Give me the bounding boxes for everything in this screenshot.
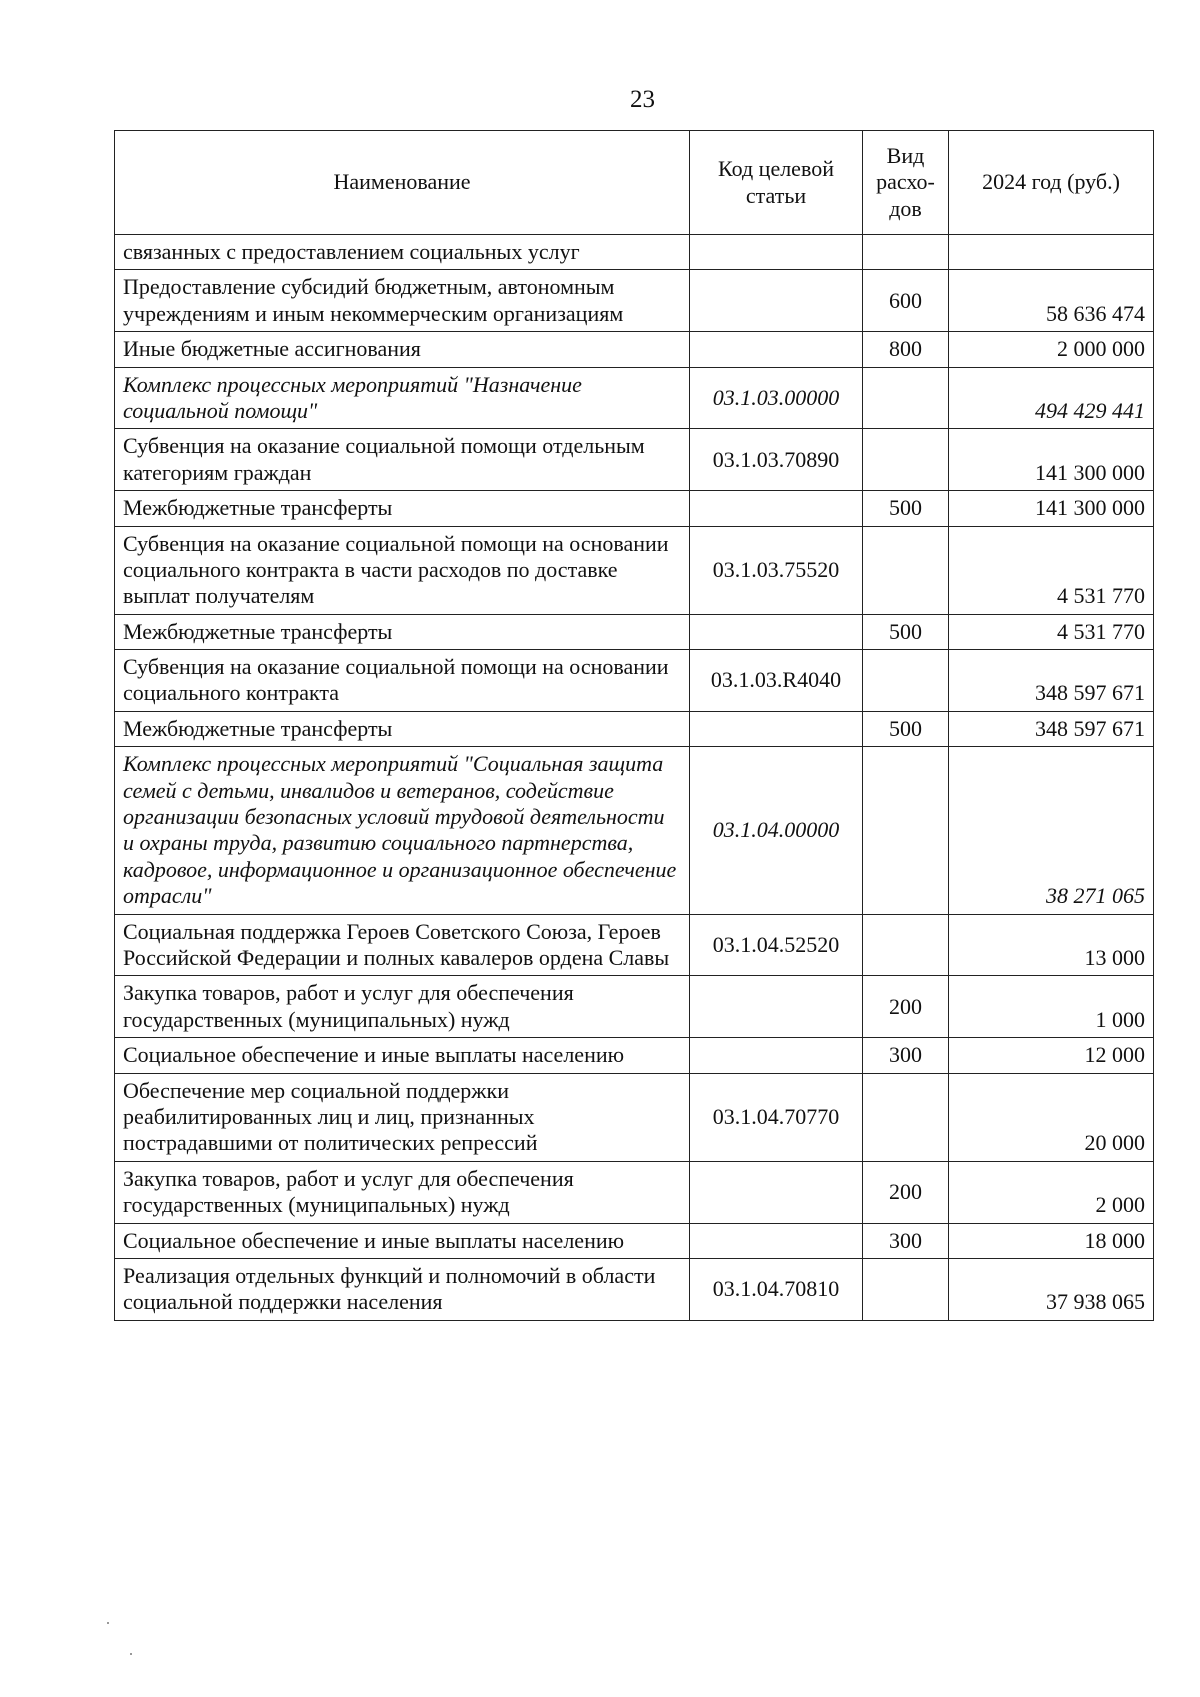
cell-name: Субвенция на оказание социальной помощи отдельным категориям граждан — [115, 429, 690, 491]
cell-amount: 1 000 — [949, 976, 1154, 1038]
table-row — [115, 1161, 1154, 1223]
cell-name: Межбюджетные трансферты — [115, 614, 690, 649]
cell-vid: 500 — [863, 614, 949, 649]
cell-name: Предоставление субсидий бюджетным, автономным учреждениям и иным некоммерческим организациям — [115, 270, 690, 332]
cell-amount: 2 000 — [949, 1161, 1154, 1223]
cell-name: Социальное обеспечение и иные выплаты населению — [115, 1223, 690, 1258]
cell-amount: 2 000 000 — [949, 332, 1154, 367]
cell-vid: 600 — [863, 270, 949, 332]
table-row — [115, 976, 1154, 1038]
cell-vid — [863, 1258, 949, 1320]
cell-vid — [863, 526, 949, 614]
table-row — [115, 526, 1154, 614]
table-row — [115, 747, 1154, 914]
cell-vid — [863, 914, 949, 976]
table-row — [115, 1073, 1154, 1161]
cell-vid: 800 — [863, 332, 949, 367]
cell-amount: 141 300 000 — [949, 491, 1154, 526]
cell-name: Реализация отдельных функций и полномочий в области социальной поддержки населения — [115, 1258, 690, 1320]
page-number: 23 — [630, 86, 655, 113]
table-row — [115, 332, 1154, 367]
cell-amount: 4 531 770 — [949, 614, 1154, 649]
header-name: Наименование — [115, 131, 690, 235]
table-row — [115, 914, 1154, 976]
cell-amount: 58 636 474 — [949, 270, 1154, 332]
cell-code — [690, 332, 863, 367]
cell-name: Межбюджетные трансферты — [115, 711, 690, 746]
cell-name: Комплекс процессных мероприятий "Социальная защита семей с детьми, инвалидов и ветеранов, содействие организации безопасных условий трудовой деятельности и охраны труда, развитию социального партнерства, кадровое, информационное и организационное обеспечение отрасли" — [115, 747, 690, 914]
cell-vid — [863, 747, 949, 914]
table-row — [115, 367, 1154, 429]
cell-code — [690, 976, 863, 1038]
cell-code — [690, 1038, 863, 1073]
cell-name: Закупка товаров, работ и услуг для обеспечения государственных (муниципальных) нужд — [115, 1161, 690, 1223]
cell-code — [690, 491, 863, 526]
cell-name: связанных с предоставлением социальных услуг — [115, 235, 690, 270]
cell-amount: 18 000 — [949, 1223, 1154, 1258]
header-amount: 2024 год (руб.) — [949, 131, 1154, 235]
cell-name: Социальная поддержка Героев Советского Союза, Героев Российской Федерации и полных кавалеров ордена Славы — [115, 914, 690, 976]
cell-amount: 12 000 — [949, 1038, 1154, 1073]
table-body — [115, 235, 1154, 1321]
cell-name: Субвенция на оказание социальной помощи на основании социального контракта — [115, 650, 690, 712]
cell-vid — [863, 367, 949, 429]
cell-code — [690, 711, 863, 746]
table-row — [115, 491, 1154, 526]
scan-speck — [130, 1653, 132, 1655]
cell-amount: 348 597 671 — [949, 711, 1154, 746]
cell-code: 03.1.03.R4040 — [690, 650, 863, 712]
cell-code: 03.1.03.75520 — [690, 526, 863, 614]
table-row — [115, 650, 1154, 712]
cell-code — [690, 1223, 863, 1258]
header-code: Код целевой статьи — [690, 131, 863, 235]
cell-code — [690, 614, 863, 649]
table-row — [115, 429, 1154, 491]
cell-name: Комплекс процессных мероприятий "Назначение социальной помощи" — [115, 367, 690, 429]
cell-name: Социальное обеспечение и иные выплаты населению — [115, 1038, 690, 1073]
header-vid: Вид расхо-дов — [863, 131, 949, 235]
cell-vid — [863, 1073, 949, 1161]
cell-vid — [863, 235, 949, 270]
cell-code: 03.1.04.70810 — [690, 1258, 863, 1320]
cell-vid — [863, 429, 949, 491]
cell-code: 03.1.03.70890 — [690, 429, 863, 491]
cell-code — [690, 235, 863, 270]
cell-vid: 200 — [863, 976, 949, 1038]
cell-amount — [949, 235, 1154, 270]
cell-amount: 38 271 065 — [949, 747, 1154, 914]
cell-name: Иные бюджетные ассигнования — [115, 332, 690, 367]
cell-amount: 348 597 671 — [949, 650, 1154, 712]
cell-vid: 500 — [863, 491, 949, 526]
cell-amount: 37 938 065 — [949, 1258, 1154, 1320]
table-row — [115, 614, 1154, 649]
cell-vid: 300 — [863, 1038, 949, 1073]
cell-code — [690, 1161, 863, 1223]
cell-vid: 200 — [863, 1161, 949, 1223]
scan-speck — [107, 1622, 109, 1624]
table-row — [115, 1223, 1154, 1258]
table-row — [115, 1258, 1154, 1320]
cell-code: 03.1.04.52520 — [690, 914, 863, 976]
cell-amount: 494 429 441 — [949, 367, 1154, 429]
cell-name: Межбюджетные трансферты — [115, 491, 690, 526]
cell-code: 03.1.03.00000 — [690, 367, 863, 429]
cell-amount: 13 000 — [949, 914, 1154, 976]
cell-code: 03.1.04.00000 — [690, 747, 863, 914]
table-row — [115, 235, 1154, 270]
table-row — [115, 1038, 1154, 1073]
cell-vid: 300 — [863, 1223, 949, 1258]
table-row — [115, 270, 1154, 332]
cell-name: Закупка товаров, работ и услуг для обеспечения государственных (муниципальных) нужд — [115, 976, 690, 1038]
cell-vid: 500 — [863, 711, 949, 746]
table-header-row — [115, 131, 1154, 235]
table-row — [115, 711, 1154, 746]
budget-table — [114, 130, 1154, 1321]
cell-amount: 141 300 000 — [949, 429, 1154, 491]
cell-amount: 4 531 770 — [949, 526, 1154, 614]
cell-code — [690, 270, 863, 332]
cell-name: Обеспечение мер социальной поддержки реабилитированных лиц и лиц, признанных пострадавшими от политических репрессий — [115, 1073, 690, 1161]
cell-amount: 20 000 — [949, 1073, 1154, 1161]
cell-code: 03.1.04.70770 — [690, 1073, 863, 1161]
cell-name: Субвенция на оказание социальной помощи на основании социального контракта в части расходов по доставке выплат получателям — [115, 526, 690, 614]
cell-vid — [863, 650, 949, 712]
